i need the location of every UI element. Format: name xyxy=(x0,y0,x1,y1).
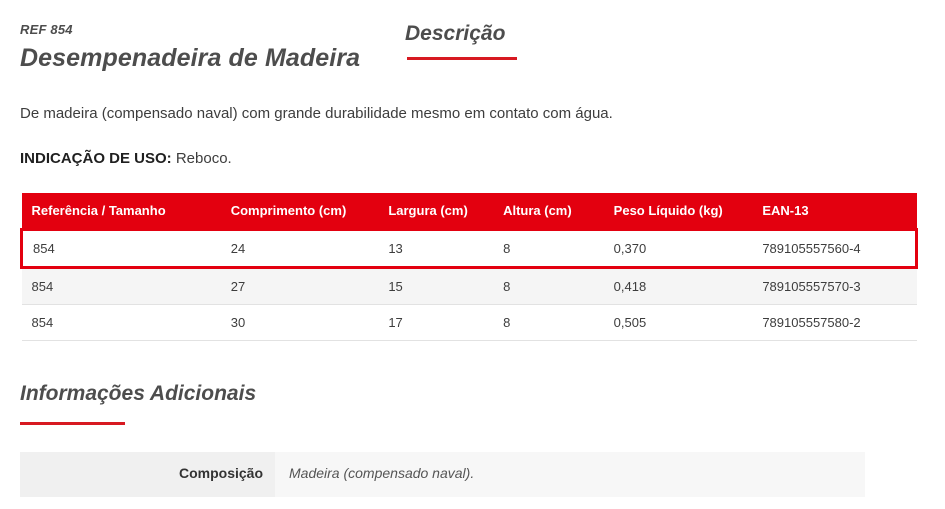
cell-largura: 17 xyxy=(378,305,493,341)
cell-referencia: 854 xyxy=(22,230,221,268)
cell-peso: 0,505 xyxy=(604,305,753,341)
product-reference: REF 854 xyxy=(20,22,73,37)
table-body xyxy=(22,230,917,341)
description-underline xyxy=(407,57,517,60)
table-header xyxy=(22,193,917,230)
section-heading-additional-info: Informações Adicionais xyxy=(20,382,257,405)
column-header-altura: Altura (cm) xyxy=(493,193,604,230)
table-row[interactable] xyxy=(22,268,917,305)
additional-info-underline xyxy=(20,422,125,425)
cell-referencia: 854 xyxy=(22,268,221,305)
table-row[interactable] xyxy=(22,305,917,341)
section-heading-description: Descrição xyxy=(405,22,506,45)
additional-info-value: Madeira (compensado naval). xyxy=(275,452,865,497)
cell-peso: 0,370 xyxy=(604,230,753,268)
column-header-largura: Largura (cm) xyxy=(378,193,493,230)
specification-table-container xyxy=(20,193,918,341)
additional-info-label: Composição xyxy=(20,452,275,497)
cell-ean: 789105557570-3 xyxy=(752,268,916,305)
specification-table xyxy=(20,193,918,341)
cell-peso: 0,418 xyxy=(604,268,753,305)
usage-label: INDICAÇÃO DE USO: xyxy=(20,150,172,167)
cell-ean: 789105557580-2 xyxy=(752,305,916,341)
cell-altura: 8 xyxy=(493,305,604,341)
cell-comprimento: 27 xyxy=(221,268,379,305)
product-description-text: De madeira (compensado naval) com grande durabilidade mesmo em contato com água. xyxy=(20,105,613,122)
column-header-ean: EAN-13 xyxy=(752,193,916,230)
table-header-row xyxy=(22,193,917,230)
cell-ean: 789105557560-4 xyxy=(752,230,916,268)
table-row[interactable] xyxy=(22,230,917,268)
usage-indication xyxy=(20,150,232,167)
page-header xyxy=(20,0,925,92)
cell-largura: 15 xyxy=(378,268,493,305)
cell-altura: 8 xyxy=(493,230,604,268)
additional-info-row xyxy=(20,452,865,497)
cell-comprimento: 30 xyxy=(221,305,379,341)
cell-largura: 13 xyxy=(378,230,493,268)
cell-comprimento: 24 xyxy=(221,230,379,268)
page-title: Desempenadeira de Madeira xyxy=(20,44,361,72)
cell-referencia: 854 xyxy=(22,305,221,341)
cell-altura: 8 xyxy=(493,268,604,305)
additional-info-table xyxy=(20,452,865,497)
column-header-referencia: Referência / Tamanho xyxy=(22,193,221,230)
usage-value: Reboco. xyxy=(175,150,232,167)
column-header-peso: Peso Líquido (kg) xyxy=(604,193,753,230)
column-header-comprimento: Comprimento (cm) xyxy=(221,193,379,230)
